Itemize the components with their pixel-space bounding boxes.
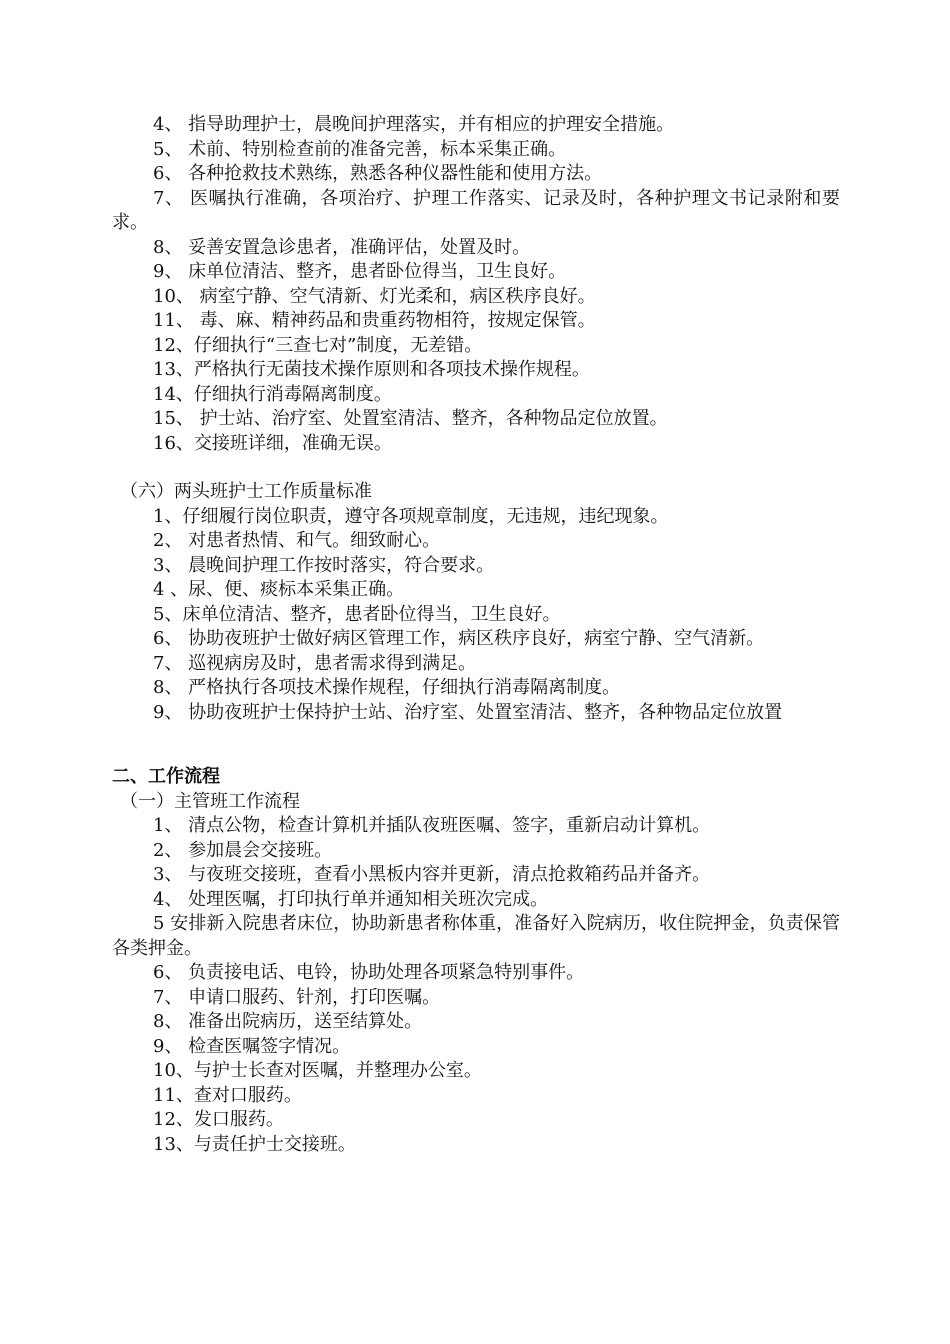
list-item: 14、仔细执行消毒隔离制度。 xyxy=(153,383,392,405)
list-item: 5、 术前、特别检查前的准备完善，标本采集正确。 xyxy=(153,138,567,160)
list-item: 5、床单位清洁、整齐，患者卧位得当，卫生良好。 xyxy=(153,603,561,625)
list-item: 12、发口服药。 xyxy=(153,1109,284,1130)
workflow-section xyxy=(112,765,840,1157)
list-item: 6、 协助夜班护士做好病区管理工作，病区秩序良好，病室宁静、空气清新。 xyxy=(153,628,765,649)
list-item: 10、 病室宁静、空气清新、灯光柔和，病区秩序良好。 xyxy=(153,285,596,307)
list-item: 2、 参加晨会交接班。 xyxy=(153,839,333,861)
list-item: 1、 清点公物，检查计算机并插队夜班医嘱、签字，重新启动计算机。 xyxy=(153,815,711,836)
list-item: 7、 巡视病房及时，患者需求得到满足。 xyxy=(153,652,477,674)
list-item: 13、严格执行无菌技术操作原则和各项技术操作规程。 xyxy=(153,359,590,380)
section-heading: （六）两头班护士工作质量标准 xyxy=(120,481,372,502)
list-item: 12、仔细执行“三查七对”制度，无差错。 xyxy=(153,334,483,356)
list-item: 11、 毒、麻、精神药品和贵重药物相符，按规定保管。 xyxy=(153,310,596,331)
two-shift-section xyxy=(112,480,840,725)
list-item: 10、与护士长查对医嘱，并整理办公室。 xyxy=(153,1060,482,1081)
section-title: 二、工作流程 xyxy=(112,766,220,787)
list-item: 3、 晨晚间护理工作按时落实，符合要求。 xyxy=(153,554,495,576)
list-item: 8、 准备出院病历，送至结算处。 xyxy=(153,1011,423,1032)
list-item: 8、 妥善安置急诊患者，准确评估，处置及时。 xyxy=(153,236,531,258)
list-item: 8、 严格执行各项技术操作规程，仔细执行消毒隔离制度。 xyxy=(153,677,621,698)
list-item: 4、 指导助理护士，晨晚间护理落实，并有相应的护理安全措施。 xyxy=(153,114,675,135)
list-item: 6、 负责接电话、电铃，协助处理各项紧急特别事件。 xyxy=(153,962,585,983)
list-item: 9、 检查医嘱签字情况。 xyxy=(153,1035,351,1057)
list-item: 15、 护士站、治疗室、处置室清洁、整齐，各种物品定位放置。 xyxy=(153,408,668,429)
list-item: 13、与责任护士交接班。 xyxy=(153,1133,356,1155)
list-item: 9、 协助夜班护士保持护士站、治疗室、处置室清洁、整齐，各种物品定位放置 xyxy=(153,701,783,723)
list-item: 5 安排新入院患者床位，协助新患者称体重，准备好入院病历，收住院押金，负责保管各类押金。 xyxy=(112,913,840,959)
list-item: 7、 申请口服药、针剂，打印医嘱。 xyxy=(153,986,441,1008)
list-item: 2、 对患者热情、和气。细致耐心。 xyxy=(153,530,441,551)
list-item: 7、 医嘱执行准确，各项治疗、护理工作落实、记录及时，各种护理文书记录附和要求。 xyxy=(112,187,840,233)
list-item: 4 、尿、便、痰标本采集正确。 xyxy=(153,579,405,600)
section-heading: （一）主管班工作流程 xyxy=(120,790,300,812)
list-item: 16、交接班详细，准确无误。 xyxy=(153,432,392,454)
document-body xyxy=(112,113,840,1157)
list-item: 9、 床单位清洁、整齐，患者卧位得当，卫生良好。 xyxy=(153,261,567,282)
list-item: 4、 处理医嘱，打印执行单并通知相关班次完成。 xyxy=(153,888,549,910)
list-item: 6、 各种抢救技术熟练，熟悉各种仪器性能和使用方法。 xyxy=(153,163,603,184)
list-item: 11、查对口服药。 xyxy=(153,1084,302,1106)
list-item: 1、仔细履行岗位职责，遵守各项规章制度，无违规，违纪现象。 xyxy=(153,505,669,527)
list-item: 3、 与夜班交接班，查看小黑板内容并更新，清点抢救箱药品并备齐。 xyxy=(153,864,711,885)
nurse-standards-list xyxy=(112,113,840,456)
spacer xyxy=(112,456,840,480)
